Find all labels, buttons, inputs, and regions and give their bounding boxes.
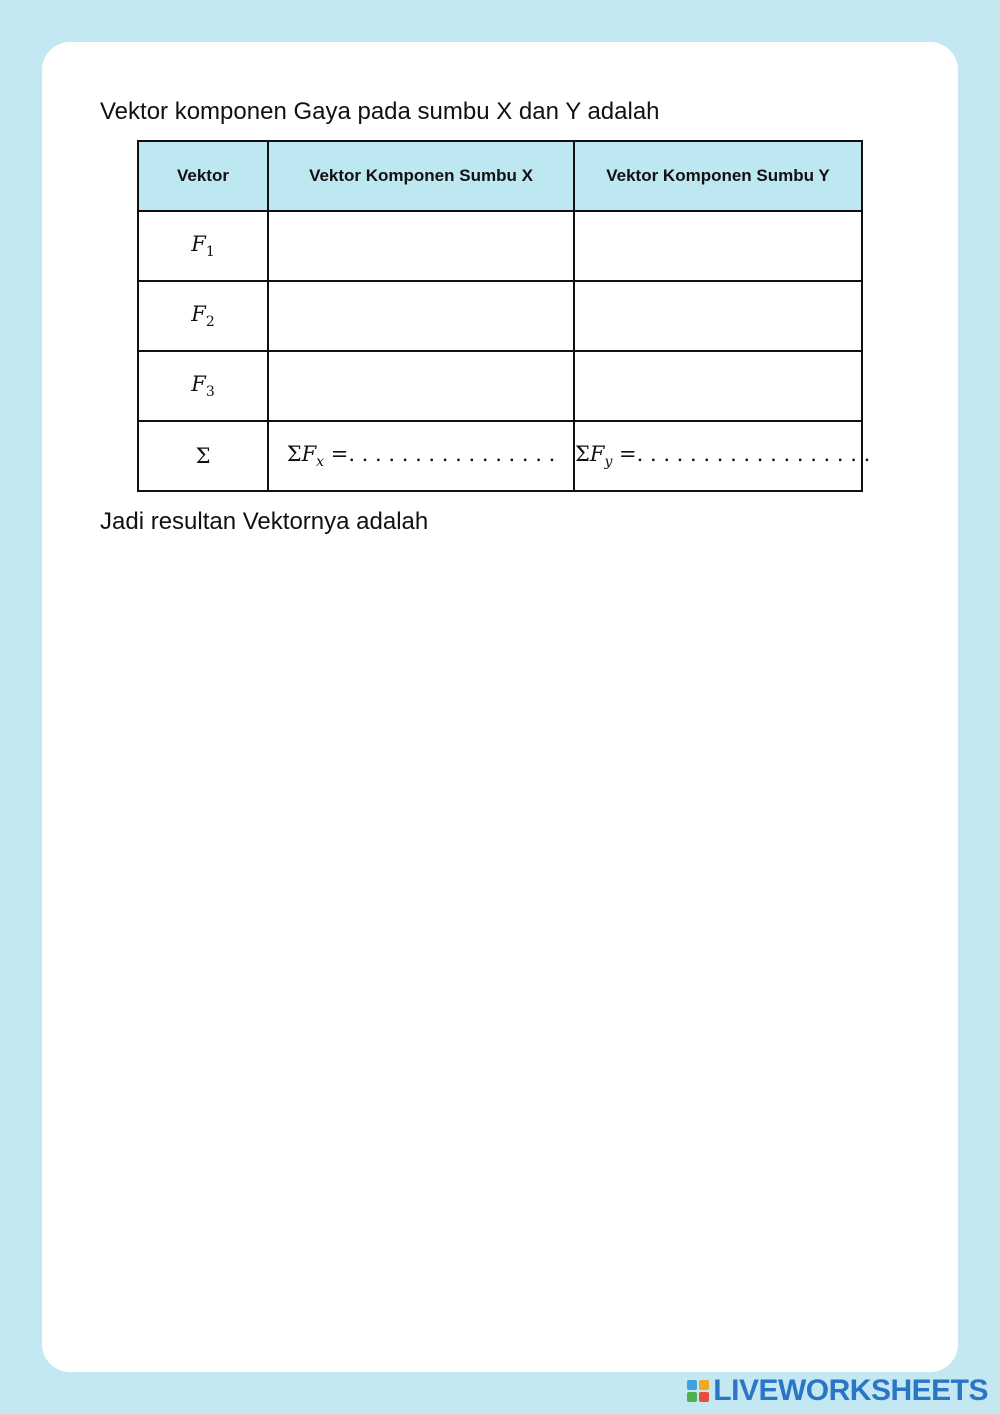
answer-cell-f3-y[interactable] (574, 351, 862, 421)
answer-cell-f3-x[interactable] (268, 351, 574, 421)
sigma-symbol: Σ (286, 441, 302, 466)
table-row (138, 281, 862, 351)
header-y-component: Vektor Komponen Sumbu Y (574, 141, 862, 211)
sum-label (138, 421, 268, 491)
heading: Vektor komponen Gaya pada sumbu X dan Y adalah (100, 98, 660, 125)
brand-text: LIVEWORKSHEETS (713, 1374, 988, 1407)
header-vektor: Vektor (138, 141, 268, 211)
answer-cell-f1-x[interactable] (268, 211, 574, 281)
vector-label-f3 (138, 351, 268, 421)
sigma-symbol: Σ (195, 444, 211, 468)
liveworksheets-logo (687, 1374, 988, 1408)
vector-subscript: 3 (205, 384, 215, 401)
vector-label-f1 (138, 211, 268, 281)
header-x-component: Vektor Komponen Sumbu X (268, 141, 574, 211)
sum-row (138, 421, 862, 491)
table-row (138, 351, 862, 421)
sum-fx-blank: =. . . . . . . . . . . . . . . . (324, 441, 556, 466)
sum-fx-subscript: x (316, 454, 325, 471)
liveworksheets-logo-icon (687, 1380, 709, 1402)
table-header-row (138, 141, 862, 211)
sum-fy-cell[interactable] (574, 421, 871, 491)
vector-symbol: F (191, 231, 206, 256)
answer-cell-f2-x[interactable] (268, 281, 574, 351)
sum-fy-blank: =. . . . . . . . . . . . . . . . . . (612, 441, 871, 466)
vector-symbol: F (191, 371, 206, 396)
vector-label-f2 (138, 281, 268, 351)
answer-cell-f1-y[interactable] (574, 211, 862, 281)
vector-subscript: 1 (205, 244, 215, 261)
sum-fx-cell[interactable] (268, 421, 574, 491)
sum-fy-subscript: y (604, 454, 613, 471)
sigma-symbol: Σ (575, 441, 590, 466)
sum-fx-var: F (301, 441, 317, 466)
vector-components-table (137, 140, 871, 492)
sum-fy-var: F (589, 441, 605, 466)
vector-subscript: 2 (205, 314, 215, 331)
conclusion-text: Jadi resultan Vektornya adalah (100, 508, 429, 535)
answer-cell-f2-y[interactable] (574, 281, 862, 351)
vector-symbol: F (191, 301, 206, 326)
table-row (138, 211, 862, 281)
